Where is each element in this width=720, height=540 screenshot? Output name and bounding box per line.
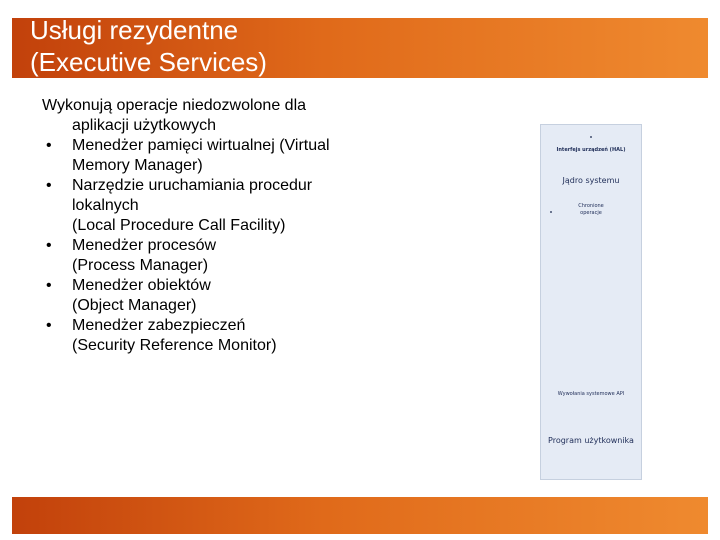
bullet-text: • Menedżer obiektów: [72, 277, 211, 294]
bullet-list: [42, 136, 422, 356]
bullet-text: (Object Manager): [72, 297, 197, 314]
bullet-text: (Security Reference Monitor): [72, 337, 277, 354]
bullet-text: Memory Manager): [72, 157, 203, 174]
bullet-text: lokalnych: [72, 197, 139, 214]
diagram-api-label: Wywołania systemowe API: [557, 391, 625, 397]
bullet-item: [42, 236, 422, 276]
slide-body: [42, 96, 422, 356]
bullet-text: • Menedżer zabezpieczeń: [72, 317, 246, 334]
intro-line-2: aplikacji użytkowych: [72, 117, 217, 134]
bullet-text: • Menedżer procesów: [72, 237, 217, 254]
bullet-item: [42, 136, 422, 176]
architecture-diagram: [540, 124, 642, 480]
diagram-marker: [590, 136, 592, 138]
intro-paragraph: [42, 96, 422, 136]
bullet-item: [42, 176, 422, 236]
intro-line-1: Wykonują operacje niedozwolone dla: [42, 97, 307, 114]
title-line-2: (Executive Services): [30, 47, 267, 77]
bullet-text: • Narzędzie uruchamiania procedur: [72, 177, 313, 194]
footer-bar: [12, 497, 708, 534]
slide-title: [30, 18, 267, 78]
diagram-ops-label-2: operacje: [580, 210, 602, 216]
bullet-item: [42, 276, 422, 316]
diagram-ops-label-1: Chronione: [578, 203, 604, 209]
diagram-kernel-label: Jądro systemu: [562, 176, 620, 185]
diagram-marker: [550, 211, 552, 213]
bullet-text: • Menedżer pamięci wirtualnej (Virtual: [72, 137, 330, 154]
diagram-user-program-label: Program użytkownika: [548, 436, 634, 445]
title-line-1: Usługi rezydentne: [30, 18, 239, 45]
title-bar: [12, 18, 708, 78]
bullet-text: (Local Procedure Call Facility): [72, 217, 286, 234]
diagram-hal-label: Interfejs urządzeń (HAL): [556, 147, 626, 153]
bullet-item: [42, 316, 422, 356]
bullet-text: (Process Manager): [72, 257, 209, 274]
